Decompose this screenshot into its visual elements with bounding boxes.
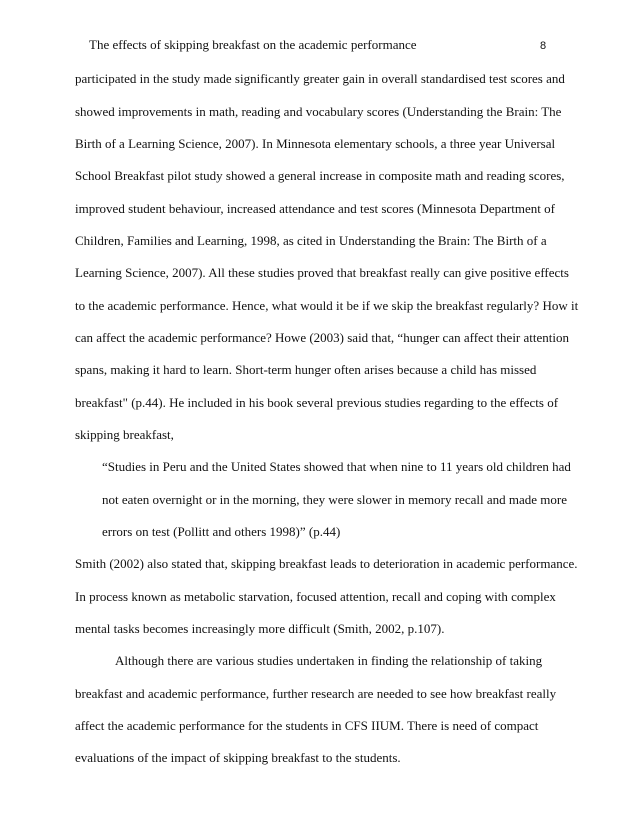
body-line: Children, Families and Learning, 1998, as cited in Understanding the Brain: The Birth of a: [75, 233, 547, 248]
body-line: to the academic performance. Hence, what would it be if we skip the breakfast regularly? How it: [75, 298, 579, 313]
body-line: affect the academic performance for the students in CFS IIUM. There is need of compact: [75, 718, 539, 733]
body-line: can affect the academic performance? Howe (2003) said that, “hunger can affect their attention: [75, 330, 569, 345]
paragraph-first-line: Although there are various studies undertaken in finding the relationship of taking: [115, 653, 543, 668]
block-quote-line: “Studies in Peru and the United States showed that when nine to 11 years old children had: [102, 459, 571, 474]
body-line: breakfast and academic performance, further research are needed to see how breakfast really: [75, 686, 557, 701]
body-line: In process known as metabolic starvation, focused attention, recall and coping with complex: [75, 589, 556, 604]
body-line: participated in the study made significantly greater gain in overall standardised test scores and: [75, 71, 565, 86]
body-line: Learning Science, 2007). All these studies proved that breakfast really can give positive effects: [75, 265, 569, 280]
body-line: Birth of a Learning Science, 2007). In Minnesota elementary schools, a three year Universal: [75, 136, 556, 151]
body-line: breakfast" (p.44). He included in his book several previous studies regarding to the effects of: [75, 395, 559, 410]
body-line: School Breakfast pilot study showed a general increase in composite math and reading scores,: [75, 168, 565, 183]
body-line: mental tasks becomes increasingly more difficult (Smith, 2002, p.107).: [75, 621, 445, 636]
body-line: Smith (2002) also stated that, skipping breakfast leads to deterioration in academic performance.: [75, 556, 578, 571]
running-head: The effects of skipping breakfast on the academic performance: [89, 37, 417, 52]
body-line: spans, making it hard to learn. Short-term hunger often arises because a child has missed: [75, 362, 537, 377]
block-quote-line: not eaten overnight or in the morning, they were slower in memory recall and made more: [102, 492, 567, 507]
page-number: 8: [540, 40, 547, 52]
body-line: skipping breakfast,: [75, 427, 174, 442]
body-line: improved student behaviour, increased attendance and test scores (Minnesota Department of: [75, 201, 555, 216]
body-line: evaluations of the impact of skipping breakfast to the students.: [75, 750, 401, 765]
block-quote-line: errors on test (Pollitt and others 1998)” (p.44): [102, 524, 341, 539]
body-line: showed improvements in math, reading and vocabulary scores (Understanding the Brain: The: [75, 104, 562, 119]
